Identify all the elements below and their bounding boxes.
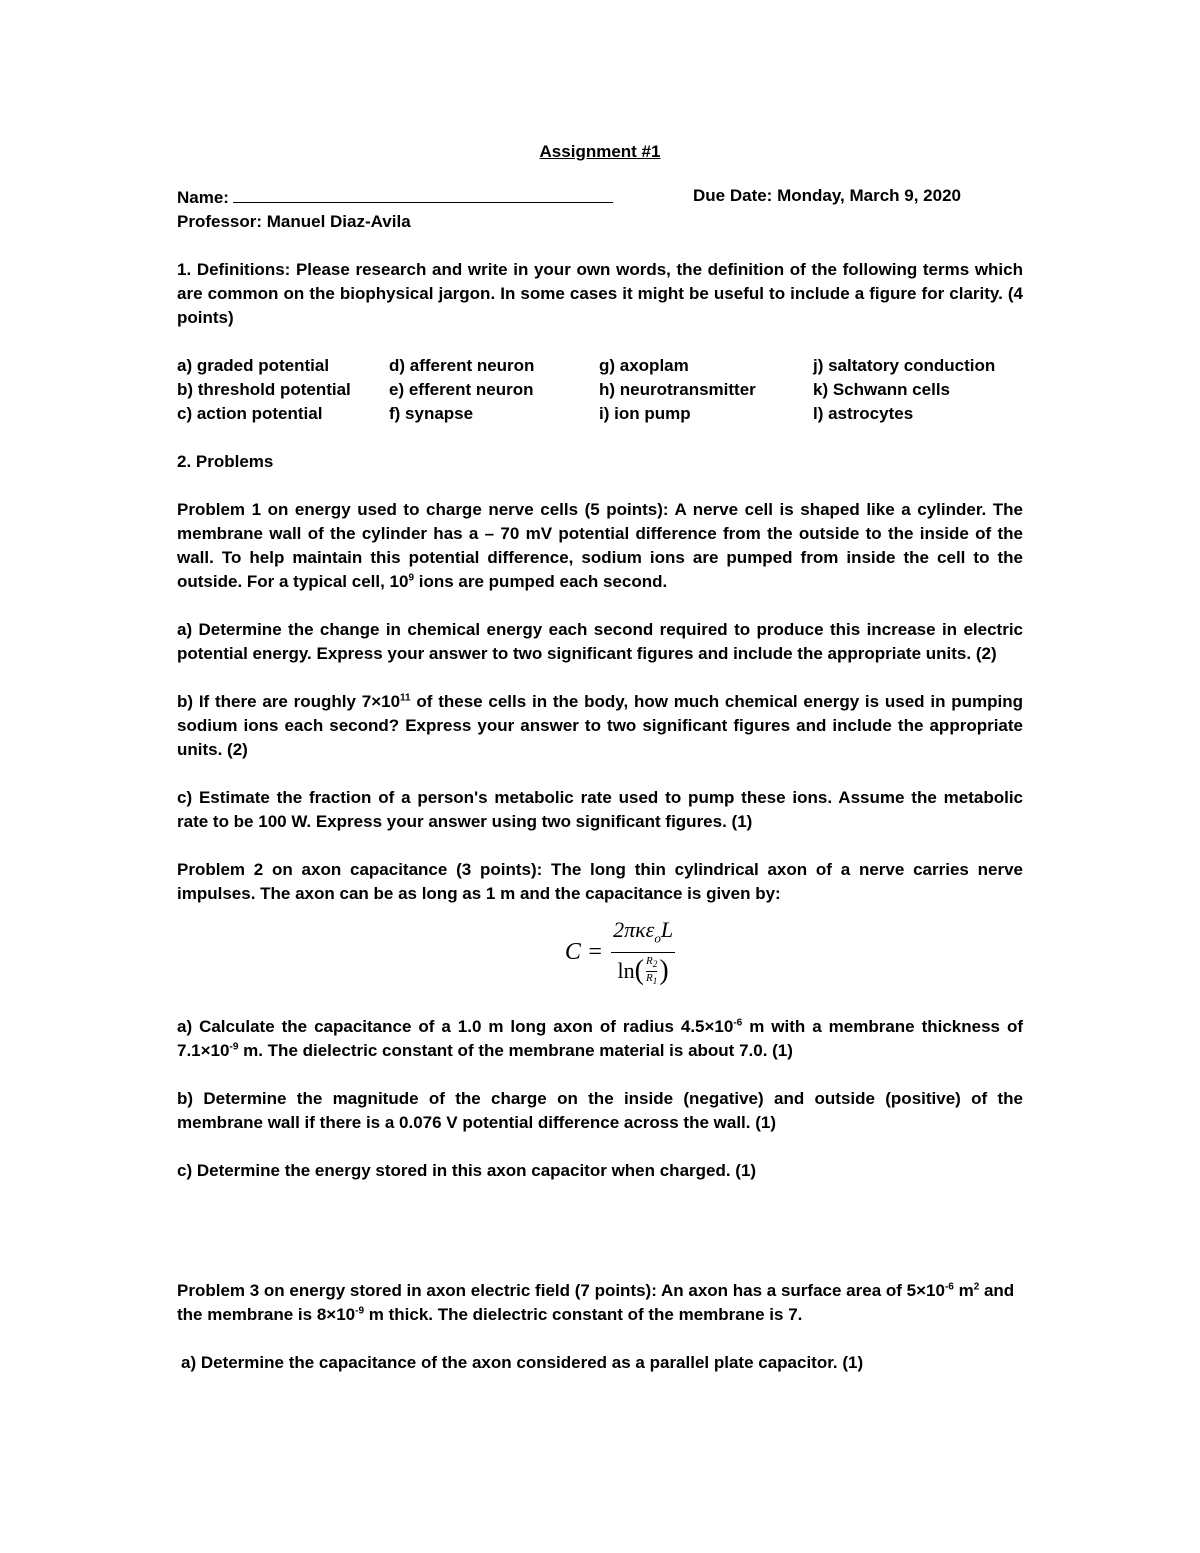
professor-line: Professor: Manuel Diaz-Avila xyxy=(177,212,411,231)
capacitance-formula xyxy=(177,918,1023,987)
term-item: f) synapse xyxy=(389,404,474,423)
term-item: g) axoplam xyxy=(599,356,689,375)
problem-2-part-b: b) Determine the magnitude of the charge on the inside (negative) and outside (positive) of the membrane wall if there is a 0.076 V potential difference across the wall. (1) xyxy=(177,1088,1023,1132)
problem-1-part-c: c) Estimate the fraction of a person's metabolic rate used to pump these ions. Assume the metabolic rate to be 100 W. Express your answer using two significant figures. (1) xyxy=(177,788,1023,831)
problem-1-intro: Problem 1 on energy used to charge nerve cells (5 points): A nerve cell is shaped like a cylinder. The membrane wall of the cylinder has a – 70 mV potential difference from the outside to the inside of the wall. To help maintain this potential difference, sodium ions are pumped from inside the cell to the outside. For a typical cell, $10^9$ ions are pumped each second. xyxy=(177,500,1023,591)
term-item: b) threshold potential xyxy=(177,380,351,399)
page-title: Assignment #1 xyxy=(539,142,661,161)
term-item: h) neurotransmitter xyxy=(599,380,756,399)
formula-lhs: C = xyxy=(564,939,604,966)
problem-3-intro: Problem 3 on energy stored in axon electric field (7 points): An axon has a surface area of $5\times 10^{-6}$ $m^2$ and the membrane is $8\times 10^{-9}$ m thick. The dielectric constant of the membrane is 7. xyxy=(177,1280,1015,1324)
name-field xyxy=(177,184,693,210)
term-item: k) Schwann cells xyxy=(813,380,950,399)
problem-1-part-a: a) Determine the change in chemical energy each second required to produce this increase in electric potential energy. Express your answer to two significant figures and include the appropriate units. (2) xyxy=(177,620,1023,663)
problems-heading: 2. Problems xyxy=(177,452,274,471)
document-page xyxy=(177,140,1023,1399)
due-date: Due Date: Monday, March 9, 2020 xyxy=(693,186,961,205)
problem-2-intro: Problem 2 on axon capacitance (3 points): The long thin cylindrical axon of a nerve carries nerve impulses. The axon can be as long as 1 m and the capacitance is given by: xyxy=(177,860,1023,903)
term-item: d) afferent neuron xyxy=(389,356,535,375)
name-blank-line xyxy=(233,184,613,203)
term-item: e) efferent neuron xyxy=(389,380,534,399)
name-due-row xyxy=(177,184,1023,210)
formula-numerator: 2πκε$_o$L xyxy=(611,918,675,953)
term-item: i) ion pump xyxy=(599,404,691,423)
definitions-instructions: 1. Definitions: Please research and write in your own words, the definition of the following terms which are common on the biophysical jargon. In some cases it might be useful to include a figure for clarity. (4 points) xyxy=(177,260,1023,327)
formula-denominator: ln ( $\frac{R_2}{R_1}$ ) xyxy=(617,955,669,987)
term-item: c) action potential xyxy=(177,404,323,423)
terms-grid xyxy=(177,354,1023,426)
problem-1-part-b: b) If there are roughly $7\times 10^{11}$ of these cells in the body, how much chemical energy is used in pumping sodium ions each second? Express your answer to two significant figures and include the appropriate units. (2) xyxy=(177,692,1023,759)
name-label: Name: xyxy=(177,188,229,207)
answer-space xyxy=(177,1207,1023,1279)
problem-3-part-a: a) Determine the capacitance of the axon considered as a parallel plate capacitor. (1) xyxy=(181,1352,864,1372)
term-item: l) astrocytes xyxy=(813,404,914,423)
term-item: j) saltatory conduction xyxy=(813,356,996,375)
problem-2-part-c: c) Determine the energy stored in this axon capacitor when charged. (1) xyxy=(177,1160,757,1180)
term-item: a) graded potential xyxy=(177,356,330,375)
problem-2-part-a: a) Calculate the capacitance of a 1.0 m long axon of radius $4.5\times 10^{-6}$ m with a membrane thickness of $7.1\times 10^{-9}$ m. The dielectric constant of the membrane material is about 7.0. (1) xyxy=(177,1016,1023,1060)
